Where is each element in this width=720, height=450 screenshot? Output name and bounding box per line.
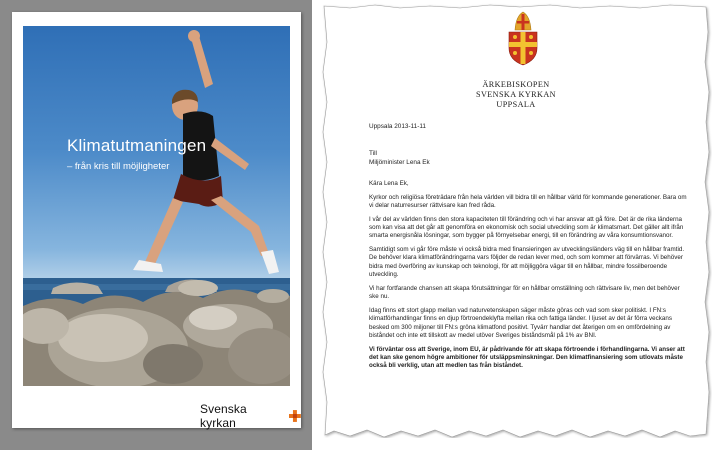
issuer-line-2: SVENSKA KYRKAN [476, 90, 556, 99]
paragraph-5: Idag finns ett stort glapp mellan vad naturvetenskapen säger måste göras och vad som sker politiskt. I FN:s klimatförhandlingar finns en djup förtroendeklyfta mellan rika och fattiga länder. I ljuset av det är förra veckans besked om 300 miljoner till FN:s gröna klimatfond positivt. Tyvärr handlar det återigen om en omfördelning av biståndet och inte ett tillskott av medel utöver Sveriges biståndsmål på 1% av BNI. [369, 306, 672, 340]
paragraph-1: Kyrkor och religiösa företrädare från hela världen vill bidra till en hållbar värld för kommande generationer. Bara om vi delar naturresurser rättvisare kan fred råda. [369, 193, 687, 209]
paragraph-2: I vår del av världen finns den stora kapaciteten till förändring och vi har ansvar att gå före. Det är de rika länderna som kan visa att det går att genomföra en ekonomisk och social utveckling som är klimatsmart. Det gäller allt ifrån smarta energisnåla lösningar, som bygger på förnyelsebar energi, till en förändring av våra konsumtionsvanor. [369, 215, 684, 240]
to-label: Till [369, 150, 377, 157]
brand-name: Svenska kyrkan [200, 402, 247, 430]
letter-date: Uppsala 2013-11-11 [369, 123, 426, 130]
cover-photo-illustration [23, 26, 290, 386]
booklet-cover [12, 12, 301, 428]
issuer-line-1: ÄRKEBISKOPEN [482, 80, 550, 89]
salutation: Kära Lena Ek, [369, 180, 409, 187]
archbishop-crest-icon [502, 10, 544, 66]
bold-paragraph: Vi förväntar oss att Sverige, inom EU, är pådrivande för att skapa förtroende i förhandlingarna. Vi anser att det kan ske genom högre ambitioner för utsläppsminskningar. Den klimatfinansiering som utlovats måste också bli verklig, utan att medlen tas från biståndet. [369, 345, 685, 370]
letter-page [320, 2, 712, 438]
issuer-line-3: UPPSALA [496, 100, 536, 109]
letter-body [369, 180, 687, 376]
paragraph-3: Samtidigt som vi går före måste vi också bidra med finansieringen av utvecklingsländers väg till en hållbar framtid. De behöver klara klimatförändringarna vars följder de redan lever med, och som kommer att förvärras. Vi behöver bidra med överföring av kunskap och teknologi, för att möjliggöra vägar till en hållbar, mindre fossilberoende utveckling. [369, 246, 685, 279]
cover-title: Klimatutmaningen [67, 136, 207, 155]
svenska-kyrkan-logo [200, 402, 301, 430]
recipient: Miljöminister Lena Ek [369, 159, 430, 166]
brand-cross-icon [289, 410, 301, 422]
cover-subtitle: – från kris till möjligheter [67, 161, 170, 172]
cover-photo [23, 26, 290, 386]
paragraph-4: Vi har fortfarande chansen att skapa förutsättningar för en hållbar omställning och rättvisare liv, men det behöver ske nu. [369, 284, 680, 301]
